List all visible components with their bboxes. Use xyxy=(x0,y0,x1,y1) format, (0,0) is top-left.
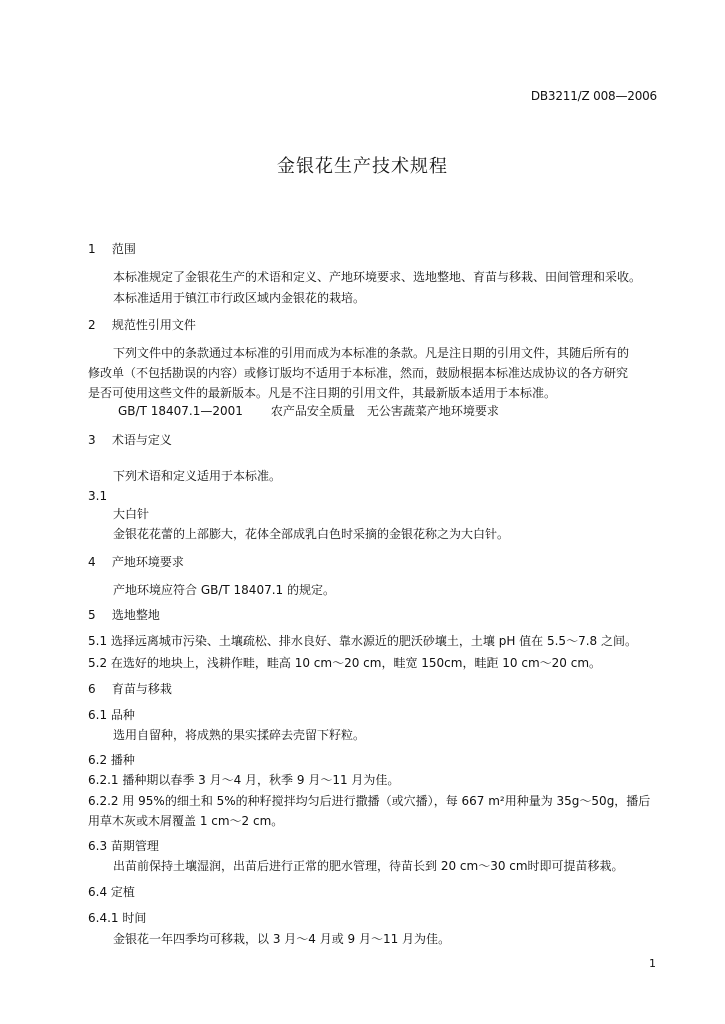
reference-title-a: 农产品安全质量 xyxy=(270,404,355,418)
section-2-heading xyxy=(88,318,196,332)
subsection-heading: 6.3 苗期管理 xyxy=(88,839,159,853)
paragraph-line: 修改单（不包括勘误的内容）或修订版均不适用于本标准，然而，鼓励根据本标准达成协议的各方研究 xyxy=(88,366,629,380)
normative-reference xyxy=(118,404,499,418)
subsection-heading: 6.1 品种 xyxy=(88,708,135,722)
section-number: 1 xyxy=(88,242,96,256)
section-number: 2 xyxy=(88,318,96,332)
subsection-heading: 6.4 定植 xyxy=(88,885,135,899)
section-3-heading xyxy=(88,433,172,447)
section-1-heading xyxy=(88,242,136,256)
reference-code: GB/T 18407.1—2001 xyxy=(118,404,243,418)
section-6-heading xyxy=(88,682,172,696)
subsection-heading: 6.2 播种 xyxy=(88,753,135,767)
clause-line: 用草木灰或木屑覆盖 1 cm～2 cm。 xyxy=(88,814,284,828)
clause-line: 6.2.2 用 95%的细土和 5%的种籽搅拌均匀后进行撒播（或穴播），每 667 m²用种量为 35g～50g，播后 xyxy=(88,794,651,808)
paragraph: 本标准规定了金银花生产的术语和定义、产地环境要求、选地整地、育苗与移栽、田间管理和采收。 xyxy=(113,270,642,284)
subsection-number: 3.1 xyxy=(88,489,108,503)
clause: 6.2.1 播种期以春季 3 月～4 月，秋季 9 月～11 月为佳。 xyxy=(88,773,400,787)
section-title: 育苗与移栽 xyxy=(111,682,172,696)
section-number: 4 xyxy=(88,555,96,569)
clause: 5.2 在选好的地块上，浅耕作畦，畦高 10 cm～20 cm，畦宽 150cm，畦距 10 cm～20 cm。 xyxy=(88,656,602,670)
clause: 5.1 选择远离城市污染、土壤疏松、排水良好、靠水源近的肥沃砂壤土，土壤 pH 值在 5.5～7.8 之间。 xyxy=(88,634,637,648)
reference-title-b: 无公害蔬菜产地环境要求 xyxy=(366,404,499,418)
section-number: 6 xyxy=(88,682,96,696)
section-number: 3 xyxy=(88,433,96,447)
paragraph: 下列术语和定义适用于本标准。 xyxy=(113,469,282,483)
section-title: 规范性引用文件 xyxy=(111,318,196,332)
paragraph: 出苗前保持土壤湿润，出苗后进行正常的肥水管理，待苗长到 20 cm～30 cm时即可提苗移栽。 xyxy=(113,859,624,873)
term: 大白针 xyxy=(113,507,150,521)
page-number: 1 xyxy=(649,957,656,970)
section-number: 5 xyxy=(88,608,96,622)
section-title: 术语与定义 xyxy=(111,433,172,447)
section-title: 选地整地 xyxy=(111,608,160,622)
section-4-heading xyxy=(88,555,184,569)
paragraph: 选用自留种，将成熟的果实揉碎去壳留下籽粒。 xyxy=(113,728,366,742)
section-title: 产地环境要求 xyxy=(111,555,184,569)
section-5-heading xyxy=(88,608,160,622)
paragraph-line: 下列文件中的条款通过本标准的引用而成为本标准的条款。凡是注日期的引用文件，其随后所有的 xyxy=(113,346,630,360)
document-title: 金银花生产技术规程 xyxy=(277,156,448,177)
definition: 金银花花蕾的上部膨大，花体全部成乳白色时采摘的金银花称之为大白针。 xyxy=(113,527,510,541)
paragraph: 产地环境应符合 GB/T 18407.1 的规定。 xyxy=(113,583,335,597)
section-title: 范围 xyxy=(111,242,136,256)
paragraph: 金银花一年四季均可移栽，以 3 月～4 月或 9 月～11 月为佳。 xyxy=(113,932,451,946)
standard-code: DB3211/Z 008—2006 xyxy=(530,89,657,103)
subsection-heading: 6.4.1 时间 xyxy=(88,911,147,925)
paragraph: 本标准适用于镇江市行政区域内金银花的栽培。 xyxy=(113,291,366,305)
paragraph-line: 是否可使用这些文件的最新版本。凡是不注日期的引用文件，其最新版本适用于本标准。 xyxy=(88,386,557,400)
